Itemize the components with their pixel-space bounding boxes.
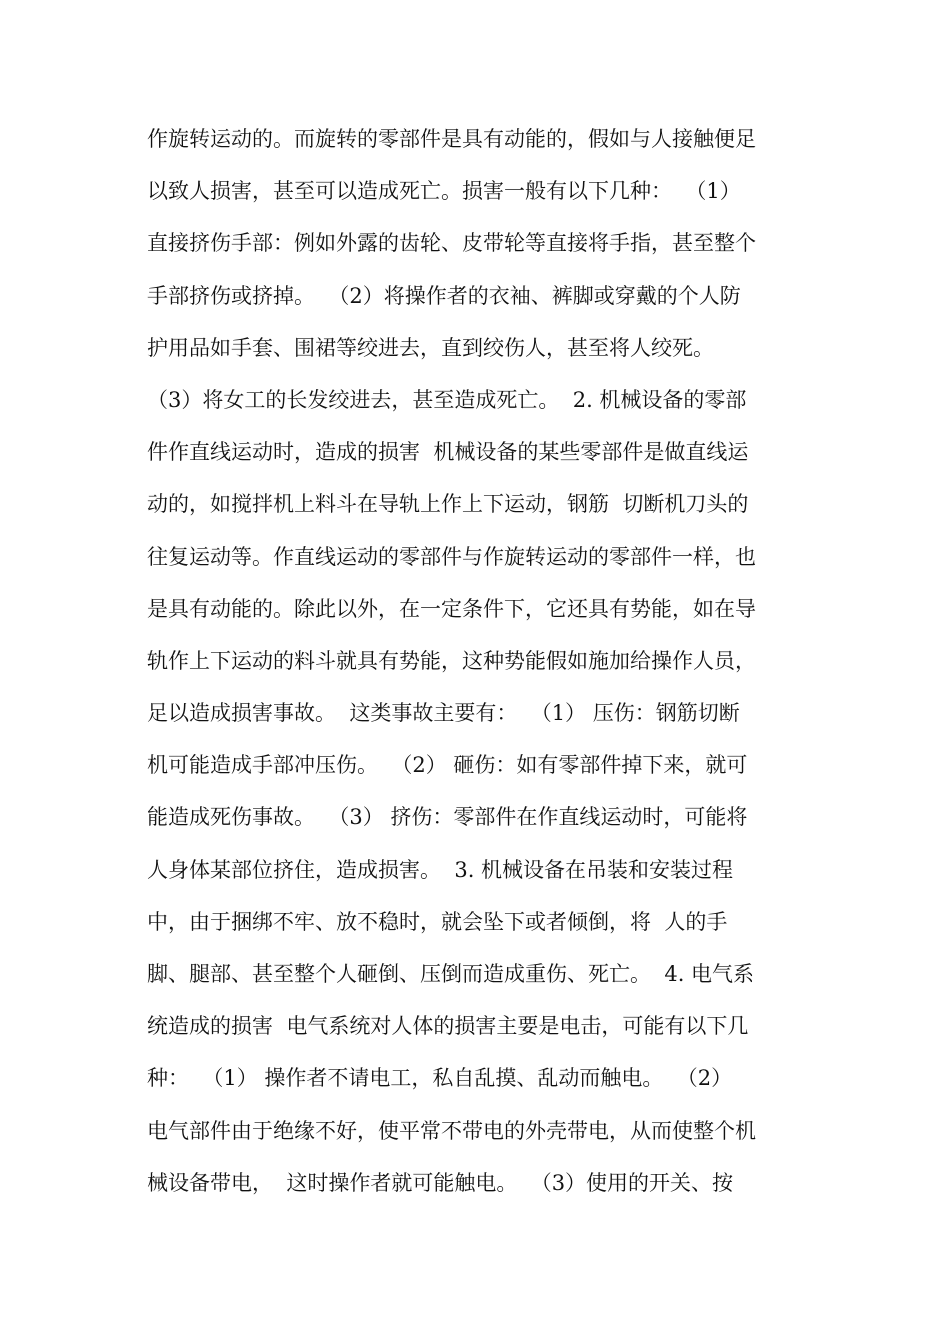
text-line: 作旋转运动的。而旋转的零部件是具有动能的，假如与人接触便足: [147, 127, 756, 151]
text-line: 机可能造成手部冲压伤。 （2） 砸伤：如有零部件掉下来，就可: [147, 753, 748, 778]
text-line: 动的，如搅拌机上料斗在导轨上作上下运动，钢筋 切断机刀头的: [147, 492, 749, 517]
text-line: （3）将女工的长发绞进去，甚至造成死亡。 2. 机械设备的零部: [147, 387, 747, 412]
body-text: [147, 113, 807, 1209]
text-line: 能造成死伤事故。 （3） 挤伤：零部件在作直线运动时，可能将: [147, 805, 748, 830]
text-line: 人身体某部位挤住，造成损害。 3. 机械设备在吊装和安装过程: [147, 857, 734, 882]
text-line: 脚、腿部、甚至整个人砸倒、压倒而造成重伤、死亡。 4. 电气系: [147, 962, 755, 986]
text-line: 电气部件由于绝缘不好，使平常不带电的外壳带电，从而使整个机: [147, 1118, 756, 1143]
text-line: 以致人损害，甚至可以造成死亡。损害一般有以下几种： （1）: [147, 179, 741, 204]
text-line: 种： （1） 操作者不请电工，私自乱摸、乱动而触电。 （2）: [147, 1066, 733, 1091]
text-line: 护用品如手套、围裙等绞进去，直到绞伤人，甚至将人绞死。: [147, 335, 714, 360]
text-line: 轨作上下运动的料斗就具有势能，这种势能假如施加给操作人员，: [147, 648, 756, 673]
text-line: 中，由于捆绑不牢、放不稳时，就会坠下或者倾倒，将 人的手: [147, 909, 728, 934]
text-line: 件作直线运动时，造成的损害 机械设备的某些零部件是做直线运: [147, 440, 749, 465]
text-line: 直接挤伤手部：例如外露的齿轮、皮带轮等直接将手指，甚至整个: [147, 231, 756, 256]
text-line: 足以造成损害事故。 这类事故主要有： （1） 压伤：钢筋切断: [147, 701, 740, 726]
text-line: 是具有动能的。除此以外，在一定条件下，它还具有势能，如在导: [147, 596, 756, 621]
text-line: 手部挤伤或挤掉。 （2）将操作者的衣袖、裤脚或穿戴的个人防: [147, 283, 741, 308]
text-line: 械设备带电， 这时操作者就可能触电。 （3）使用的开关、按: [147, 1170, 734, 1195]
text-line: 统造成的损害 电气系统对人体的损害主要是电击，可能有以下几: [147, 1014, 749, 1039]
text-line: 往复运动等。作直线运动的零部件与作旋转运动的零部件一样，也: [147, 544, 756, 569]
